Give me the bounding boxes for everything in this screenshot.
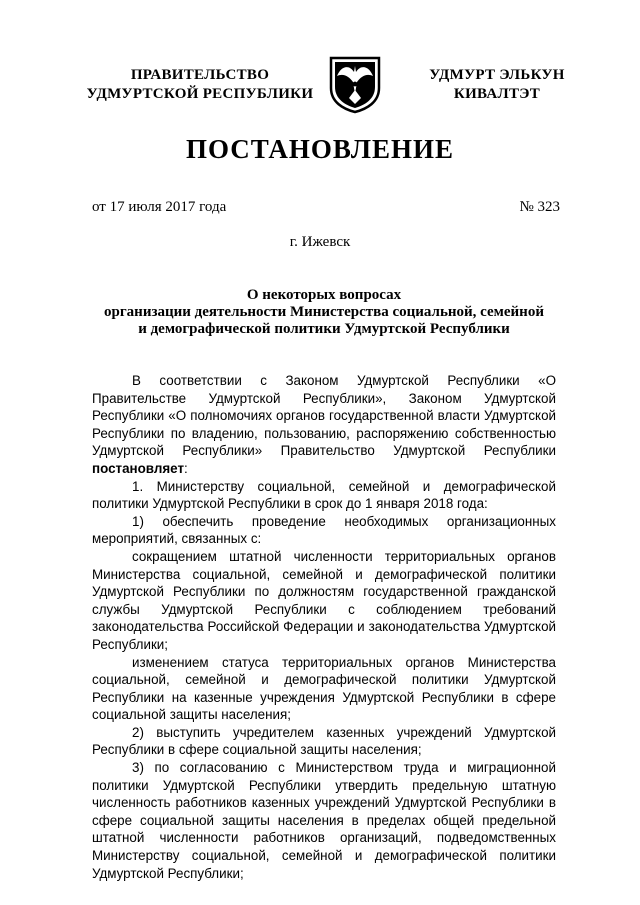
header-left-line2: УДМУРТСКОЙ РЕСПУБЛИКИ: [86, 86, 314, 102]
document-number: № 323: [519, 199, 560, 215]
document-body: [92, 372, 556, 882]
paragraph-status-change: изменением статуса территориальных органов Министерства социальной, семейной и демографической политики Удмуртской Республики на казенные учреждения Удмуртской Республики в сфере социальной защиты населения;: [92, 654, 556, 723]
document-date: от 17 июля 2017 года: [92, 199, 227, 215]
preamble-text: В соответствии с Законом Удмуртской Республики «О Правительстве Удмуртской Республики», Законом Удмуртской Республики «О полномочиях органов государственной власти Удмуртской Республики по владению, пользованию, распоряжению собственностью Удмуртской Республики» Правительство Удмуртской Республики: [92, 373, 556, 459]
header-right-line1: УДМУРТ ЭЛЬКУН: [429, 67, 565, 83]
coat-of-arms-icon: [327, 54, 383, 114]
paragraph-reduction: сокращением штатной численности территориальных органов Министерства социальной, семейной и демографической политики Удмуртской Республики по должностям государственной гражданской службы Удмуртской Республики с соблюдением требований законодательства Российской Федерации и законодательства Удмуртской Республики;: [92, 548, 556, 652]
preamble-end: :: [184, 460, 188, 476]
page-title: ПОСТАНОВЛЕНИЕ: [185, 134, 455, 164]
document-city: г. Ижевск: [289, 234, 351, 250]
paragraph-preamble: [92, 372, 556, 478]
header-right: [426, 66, 568, 104]
paragraph-subitem-3: 3) по согласованию с Министерством труда и миграционной политики Удмуртской Республики утвердить предельную штатную численность работников казенных учреждений Удмуртской Республики в сфере социальной защиты населения в пределах общей предельной штатной численности работников организаций, подведомственных Министерству социальной, семейной и демографической политики Удмуртской Республики;: [92, 760, 556, 881]
preamble-keyword: постановляет: [92, 460, 185, 476]
paragraph-subitem-2: 2) выступить учредителем казенных учреждений Удмуртской Республики в сфере социальной защиты населения;: [92, 724, 556, 758]
subject-line1: О некоторых вопросах: [246, 287, 402, 303]
header-right-line2: КИВАЛТЭТ: [453, 86, 541, 102]
subject-line3: и демографической политики Удмуртской Республики: [138, 321, 510, 337]
paragraph-subitem-1: 1) обеспечить проведение необходимых организационных мероприятий, связанных с:: [92, 513, 556, 547]
paragraph-item-1: 1. Министерству социальной, семейной и демографической политики Удмуртской Республики в срок до 1 января 2018 года:: [92, 478, 556, 512]
subject-line2: организации деятельности Министерства социальной, семейной: [104, 304, 544, 320]
document-subject: [92, 287, 556, 338]
header-left-line1: ПРАВИТЕЛЬСТВО: [130, 67, 270, 83]
header-left: [84, 66, 316, 104]
